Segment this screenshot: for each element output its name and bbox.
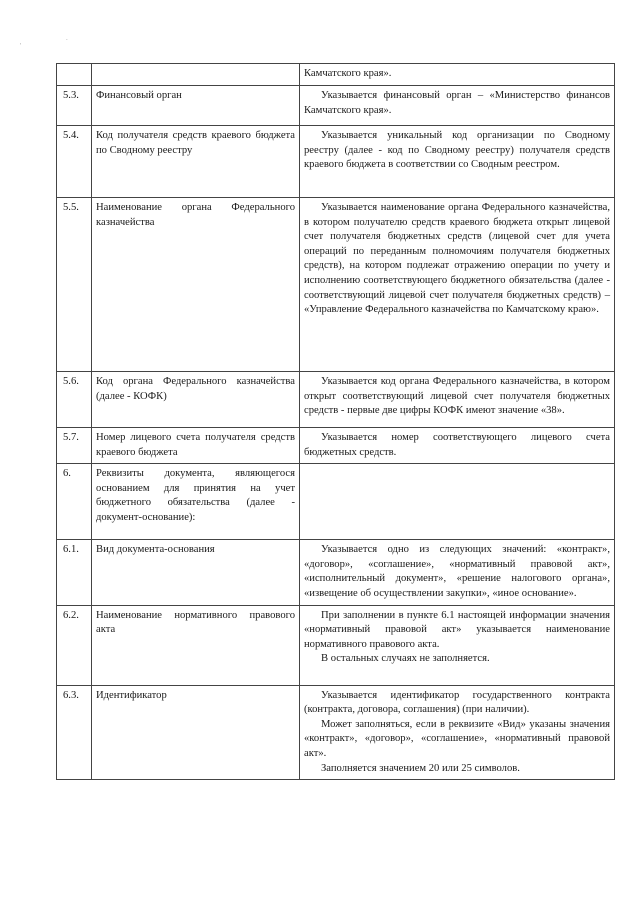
description-paragraph: Указывается финансовый орган – «Министерство финансов Камчатского края». (304, 90, 610, 116)
table-row (57, 464, 615, 540)
requisite-name-cell: Идентификатор (92, 685, 300, 780)
row-number-cell: 5.7. (57, 428, 92, 464)
description-paragraph: В остальных случаях не заполняется. (321, 653, 490, 665)
requisite-description-cell (300, 198, 615, 372)
requisite-description-cell (300, 540, 615, 605)
requisite-description-cell (300, 86, 615, 126)
description-paragraph: Указывается наименование органа Федерального казначейства, в котором получателю средств краевого бюджета открыт лицевой счет получателя бюджетных средств (лицевой счет для учета операций по переданным полномочиям получателя бюджетных средств), на котором подлежат отражению операции по учету и исполнению соответствующего бюджетного обязательства (далее - соответствующий лицевой счет получателя бюджетных средств) – «Управление Федерального казначейства по Камчатскому краю». (304, 202, 610, 316)
description-paragraph: Указывается код органа Федерального казначейства, в котором открыт соответствующий лицевой счет получателя бюджетных средств - первые две цифры КОФК имеют значение «38». (304, 376, 610, 417)
table-row (57, 372, 615, 428)
requisite-description-cell (300, 372, 615, 428)
scan-artifact-mark: . (66, 34, 68, 42)
requisite-description-cell (300, 428, 615, 464)
description-paragraph: Может заполняться, если в реквизите «Вид» указаны значения «контракт», «договор», «соглашение», «нормативный правовой акт». (304, 718, 610, 759)
description-paragraph: Указывается уникальный код организации по Сводному реестру (далее - код по Сводному реестру) получателя средств краевого бюджета в соответствии со Сводным реестром. (304, 130, 610, 171)
requisite-description-cell (300, 64, 615, 86)
requisite-description-cell (300, 685, 615, 780)
row-number-cell: 6.2. (57, 605, 92, 685)
table-row (57, 540, 615, 605)
requisite-name-cell: Наименование нормативного правового акта (92, 605, 300, 685)
description-paragraph: Указывается одно из следующих значений: «контракт», «договор», «соглашение», «нормативный правовой акт», «исполнительный документ», «решение налогового органа», «извещение об осуществлении закупки», «иное основание». (304, 544, 610, 599)
requisite-description-cell (300, 464, 615, 540)
table-row (57, 428, 615, 464)
description-paragraph: Указывается идентификатор государственного контракта (контракта, договора, соглашения) (при наличии). (304, 689, 610, 716)
requisite-description-cell (300, 605, 615, 685)
row-number-cell: 5.6. (57, 372, 92, 428)
table-row (57, 198, 615, 372)
requisite-name-cell: Наименование органа Федерального казначейства (92, 198, 300, 372)
row-number-cell: 5.3. (57, 86, 92, 126)
requisite-name-cell: Реквизиты документа, являющегося основанием для принятия на учет бюджетного обязательства (далее - документ-основание): (92, 464, 300, 540)
requisite-name-cell: Код получателя средств краевого бюджета по Сводному реестру (92, 126, 300, 198)
requisite-name-cell: Вид документа-основания (92, 540, 300, 605)
requisites-table (56, 63, 615, 780)
scan-artifact-mark: ' (20, 42, 22, 50)
description-paragraph: Камчатского края». (304, 68, 392, 79)
table-row (57, 126, 615, 198)
row-number-cell: 5.4. (57, 126, 92, 198)
requisite-name-cell (92, 64, 300, 86)
requisite-name-cell: Код органа Федерального казначейства (далее - КОФК) (92, 372, 300, 428)
table-row (57, 86, 615, 126)
table-row (57, 64, 615, 86)
table-row (57, 605, 615, 685)
requisite-description-cell (300, 126, 615, 198)
table-row (57, 685, 615, 780)
row-number-cell (57, 64, 92, 86)
requisite-name-cell: Финансовый орган (92, 86, 300, 126)
description-paragraph: При заполнении в пункте 6.1 настоящей информации значения «нормативный правовой акт» указывается наименование нормативного правового акта. (304, 609, 610, 650)
description-paragraph: Указывается номер соответствующего лицевого счета бюджетных средств. (304, 432, 610, 458)
row-number-cell: 6.1. (57, 540, 92, 605)
requisite-name-cell: Номер лицевого счета получателя средств краевого бюджета (92, 428, 300, 464)
description-paragraph: Заполняется значением 20 или 25 символов. (321, 762, 520, 774)
row-number-cell: 5.5. (57, 198, 92, 372)
row-number-cell: 6.3. (57, 685, 92, 780)
row-number-cell: 6. (57, 464, 92, 540)
